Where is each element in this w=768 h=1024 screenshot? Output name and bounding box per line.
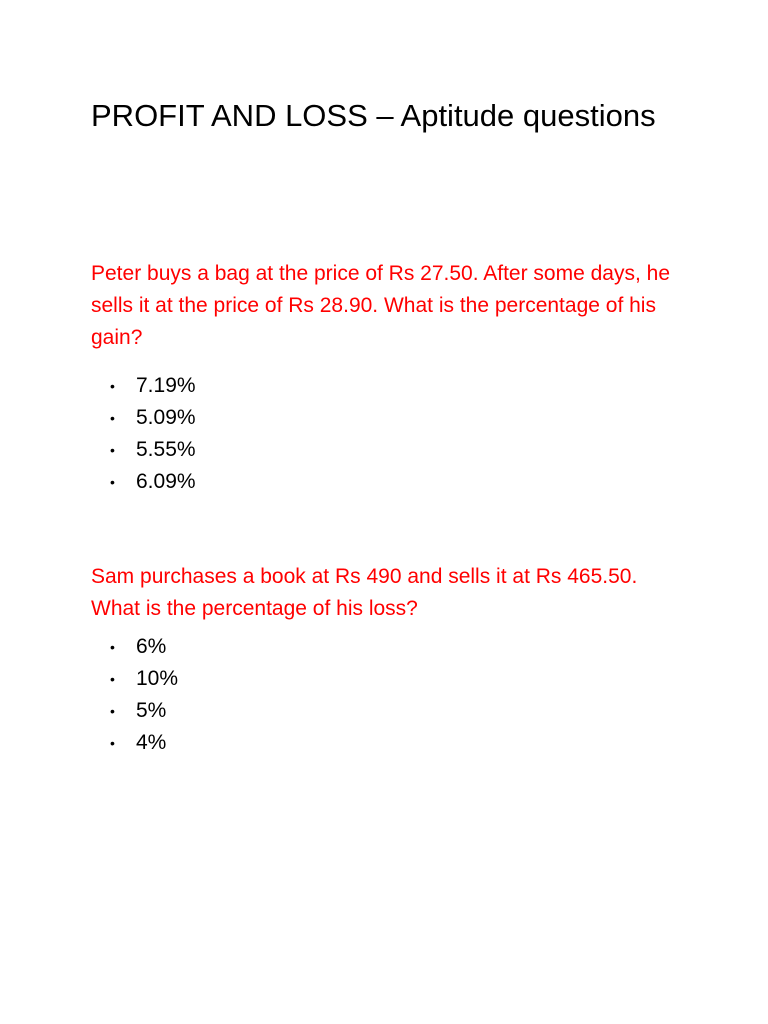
question-1-option-3 xyxy=(110,434,196,466)
option-label: 5% xyxy=(136,699,167,722)
question-1-option-2 xyxy=(110,402,196,434)
option-label: 5.09% xyxy=(136,406,196,429)
question-1-option-4 xyxy=(110,466,196,498)
option-label: 10% xyxy=(136,667,179,690)
page-title: PROFIT AND LOSS – Aptitude questions xyxy=(91,98,656,133)
question-1-options xyxy=(110,370,196,498)
question-2-options xyxy=(110,631,178,759)
question-2-option-2 xyxy=(110,663,178,695)
question-1-option-1 xyxy=(110,370,196,402)
option-label: 7.19% xyxy=(136,374,196,397)
question-1-text: Peter buys a bag at the price of Rs 27.50. After some days, he sells it at the price of Rs 28.90. What is the percentage of his gain? xyxy=(91,262,670,349)
option-label: 6.09% xyxy=(136,470,196,493)
option-label: 6% xyxy=(136,635,167,658)
question-2-text: Sam purchases a book at Rs 490 and sells it at Rs 465.50. What is the percentage of his loss? xyxy=(91,565,638,620)
bullet-icon: • xyxy=(110,442,115,458)
bullet-icon: • xyxy=(110,410,115,426)
bullet-icon: • xyxy=(110,671,115,687)
bullet-icon: • xyxy=(110,639,115,655)
question-2-option-1 xyxy=(110,631,178,663)
question-2-option-3 xyxy=(110,695,178,727)
bullet-icon: • xyxy=(110,703,115,719)
bullet-icon: • xyxy=(110,474,115,490)
question-2-option-4 xyxy=(110,727,178,759)
option-label: 4% xyxy=(136,731,167,754)
option-label: 5.55% xyxy=(136,438,196,461)
bullet-icon: • xyxy=(110,735,115,751)
bullet-icon: • xyxy=(110,378,115,394)
